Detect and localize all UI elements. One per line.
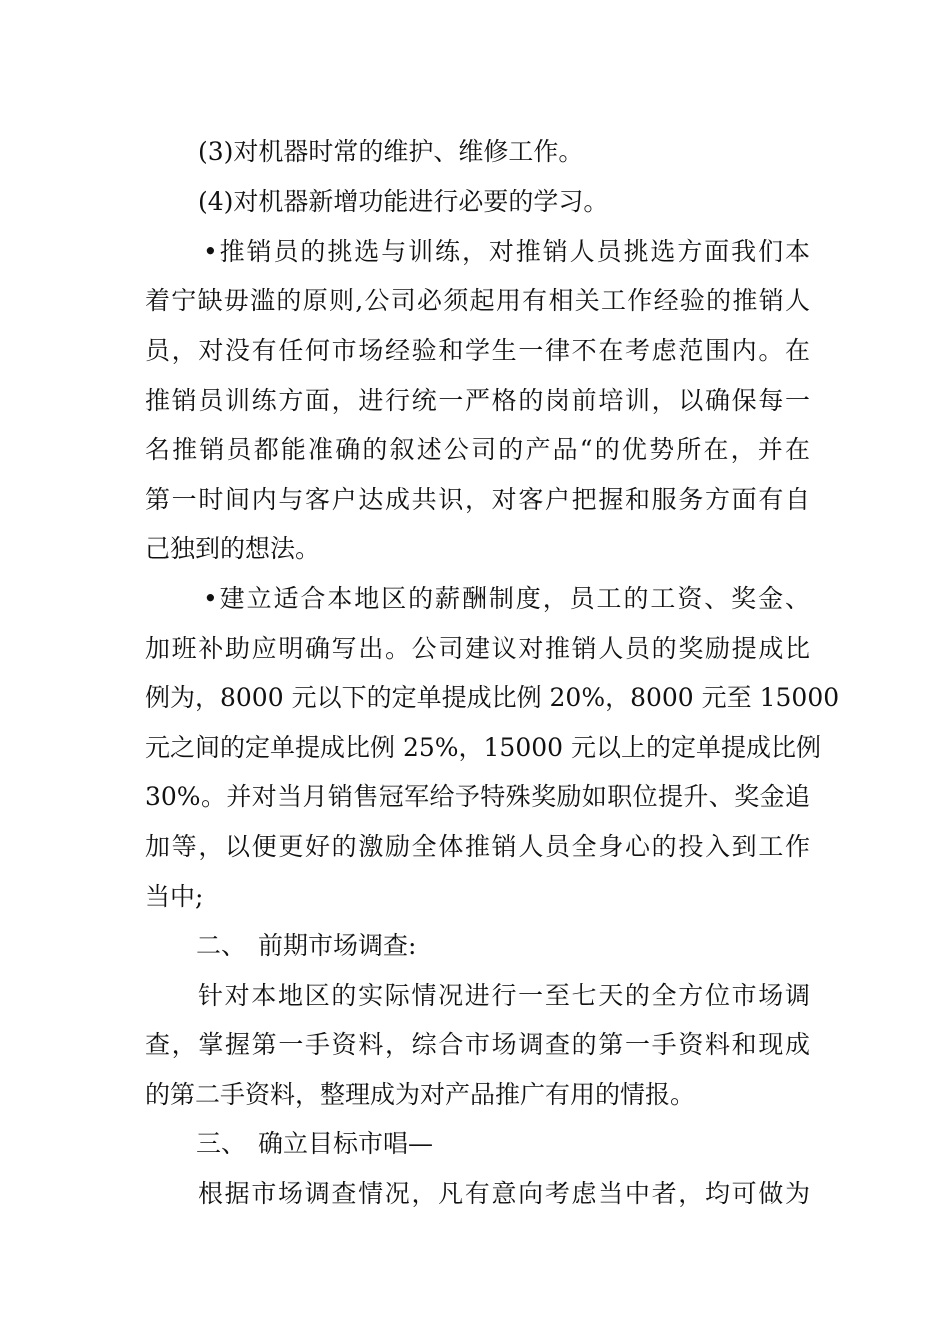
section2-heading [196, 926, 596, 966]
bullet1-line-1: •推销员的挑选与训练，对推销人员挑选方面我们本 [203, 237, 810, 266]
bullet2-line-7: 当中; [145, 882, 204, 911]
section3-line-1: 根据市场调查情况，凡有意向考虑当中者，均可做为 [198, 1179, 810, 1208]
bullet2-line-3: 例为，8000 元以下的定单提成比例 20%，8000 元至 15000 [145, 683, 840, 712]
section3-title: 确立目标市唱— [258, 1129, 434, 1158]
section2-title: 前期市场调查: [258, 931, 417, 960]
bullet2-line-5: 30%。并对当月销售冠军给予特殊奖励如职位提升、奖金追 [145, 782, 810, 811]
bullet1-line-2: 着宁缺毋滥的原则,公司必须起用有相关工作经验的推销人 [145, 286, 810, 315]
bullet1-line-4: 推销员训练方面，进行统一严格的岗前培训，以确保每一 [145, 386, 810, 415]
bullet1-line-3: 员，对没有任何市场经验和学生一律不在考虑范围内。在 [145, 336, 810, 365]
bullet2-line-1: •建立适合本地区的薪酬制度，员工的工资、奖金、 [203, 584, 810, 613]
section2-line-3: 的第二手资料，整理成为对产品推广有用的情报。 [145, 1080, 696, 1109]
section2-line-1: 针对本地区的实际情况进行一至七天的全方位市场调 [198, 981, 810, 1010]
list-item-4: (4)对机器新增功能进行必要的学习。 [198, 187, 609, 216]
section2-line-2: 查，掌握第一手资料，综合市场调查的第一手资料和现成 [145, 1030, 810, 1059]
bullet2-line-4: 元之间的定单提成比例 25%，15000 元以上的定单提成比例 [145, 733, 821, 762]
bullet2-line-6: 加等，以便更好的激励全体推销人员全身心的投入到工作 [145, 832, 810, 861]
section2-number: 二、 [196, 931, 247, 960]
section3-number: 三、 [196, 1129, 247, 1158]
bullet1-line-5: 名推销员都能准确的叙述公司的产品“的优势所在，并在 [145, 435, 810, 464]
section3-heading [196, 1124, 596, 1164]
bullet1-line-6: 第一时间内与客户达成共识，对客户把握和服务方面有自 [145, 485, 810, 514]
list-item-3: (3)对机器时常的维护、维修工作。 [198, 137, 584, 166]
bullet1-line-7: 己独到的想法。 [145, 534, 321, 563]
bullet2-line-2: 加班补助应明确写出。公司建议对推销人员的奖励提成比 [145, 634, 810, 663]
